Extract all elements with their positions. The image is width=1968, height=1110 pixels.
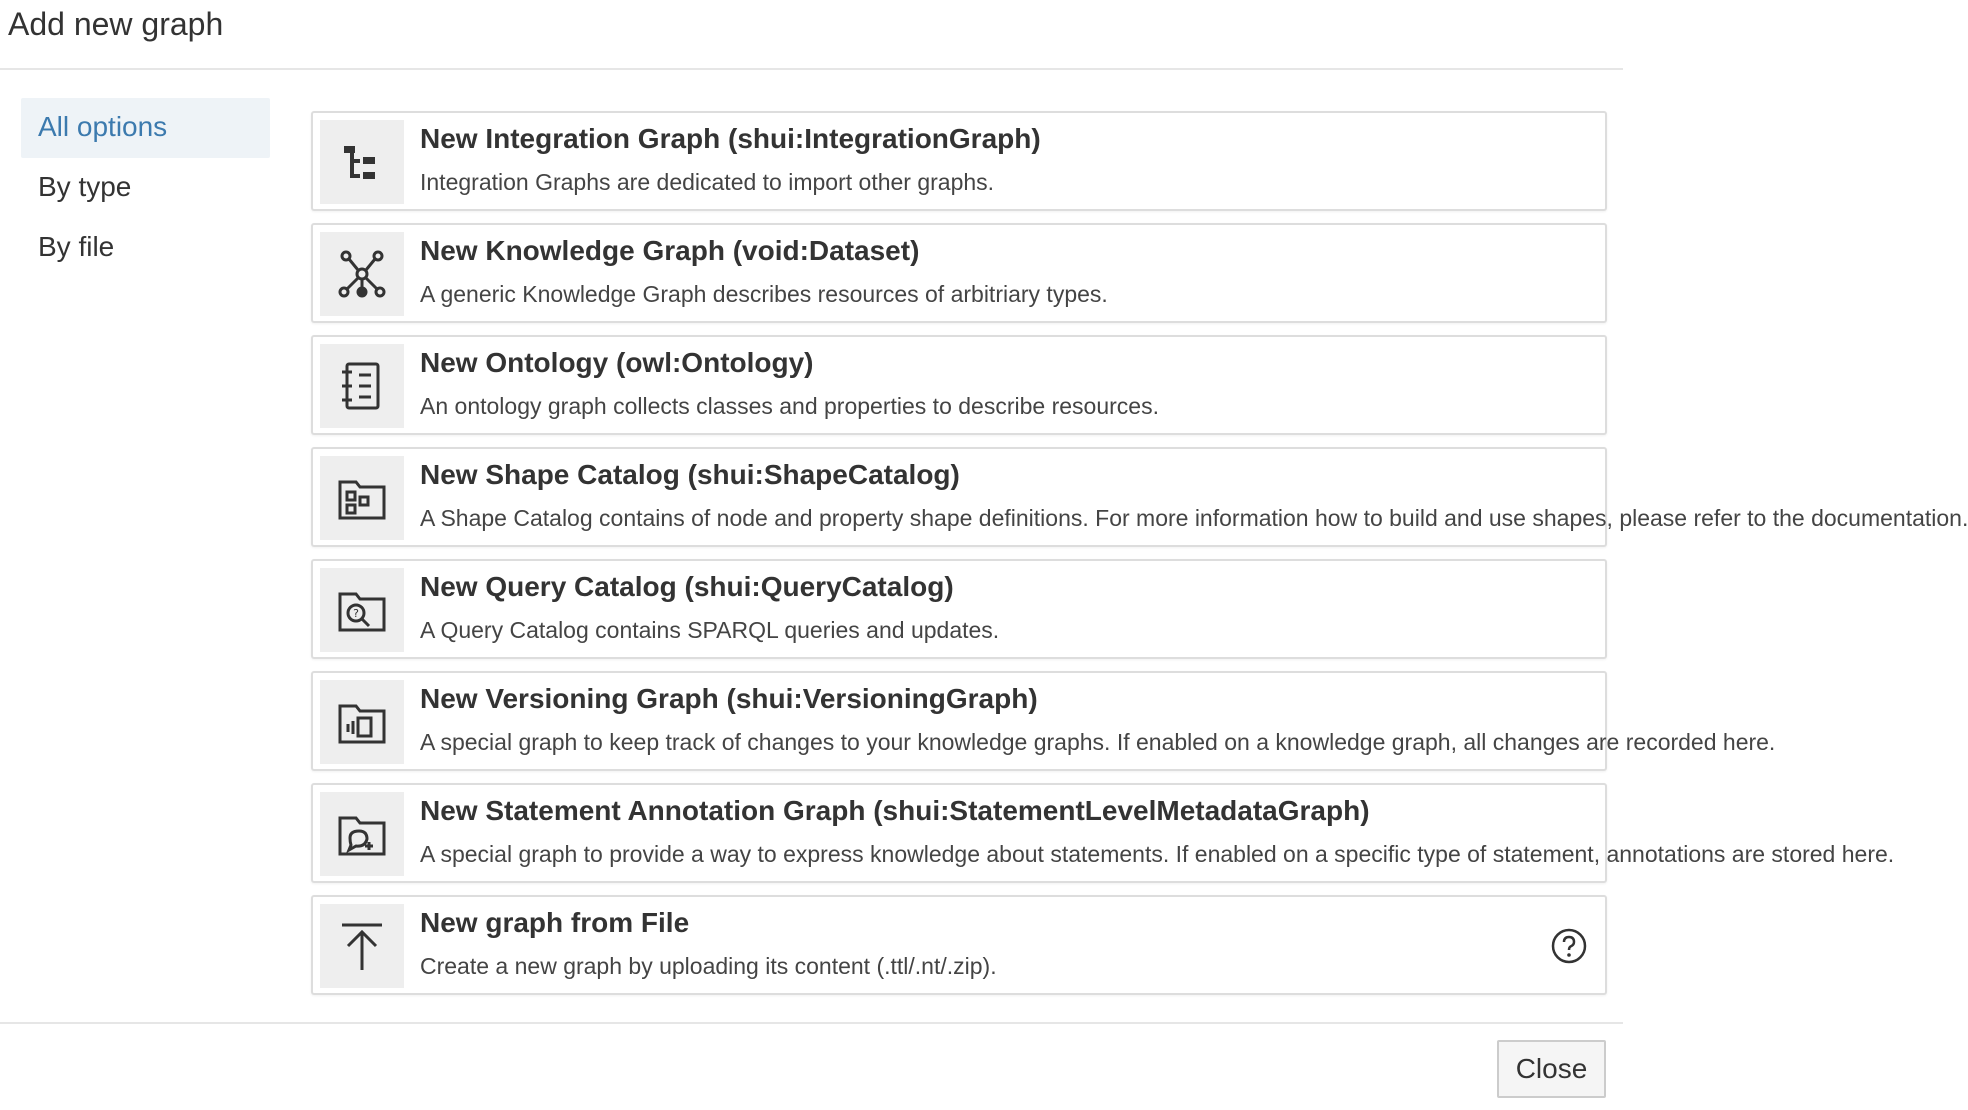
option-knowledge-graph[interactable] bbox=[311, 223, 1607, 323]
option-description: A generic Knowledge Graph describes resources of arbitriary types. bbox=[420, 281, 1108, 307]
help-icon[interactable] bbox=[1551, 928, 1587, 964]
footer-divider bbox=[0, 1022, 1623, 1024]
ontology-icon bbox=[320, 344, 404, 428]
option-description: A special graph to provide a way to express knowledge about statements. If enabled on a specific type of statement, annotations are stored here. bbox=[420, 841, 1895, 867]
upload-icon bbox=[320, 904, 404, 988]
option-versioning-graph[interactable] bbox=[311, 671, 1776, 771]
sidebar bbox=[21, 98, 270, 278]
option-title: New Query Catalog (shui:QueryCatalog) bbox=[420, 571, 954, 602]
shape-catalog-icon bbox=[320, 456, 404, 540]
option-description: A special graph to keep track of changes to your knowledge graphs. If enabled on a knowledge graph, all changes are recorded here. bbox=[420, 729, 1776, 755]
close-button[interactable]: Close bbox=[1497, 1040, 1606, 1098]
query-catalog-icon bbox=[320, 568, 404, 652]
option-query-catalog[interactable] bbox=[311, 559, 1607, 659]
option-description: A Shape Catalog contains of node and property shape definitions. For more information how to build and use shapes, please refer to the documentation. bbox=[420, 505, 1968, 531]
svg-text:?: ? bbox=[353, 607, 359, 620]
option-title: New Ontology (owl:Ontology) bbox=[420, 347, 814, 378]
sidebar-item-by-file[interactable]: By file bbox=[38, 231, 115, 262]
option-description: An ontology graph collects classes and properties to describe resources. bbox=[420, 393, 1159, 419]
option-title: New Shape Catalog (shui:ShapeCatalog) bbox=[420, 459, 960, 490]
knowledge-graph-icon bbox=[320, 232, 404, 316]
option-title: New Integration Graph (shui:IntegrationGraph) bbox=[420, 123, 1041, 154]
option-title: New graph from File bbox=[420, 907, 690, 938]
options-list bbox=[311, 111, 1968, 1007]
option-statement-annotation-graph[interactable] bbox=[311, 783, 1895, 883]
option-graph-from-file[interactable] bbox=[311, 895, 1607, 995]
option-title: New Knowledge Graph (void:Dataset) bbox=[420, 235, 920, 266]
statement-annotation-icon bbox=[320, 792, 404, 876]
option-shape-catalog[interactable] bbox=[311, 447, 1968, 547]
option-ontology[interactable] bbox=[311, 335, 1607, 435]
option-description: A Query Catalog contains SPARQL queries and updates. bbox=[420, 617, 1000, 643]
sidebar-item-all-options[interactable]: All options bbox=[21, 98, 270, 158]
sidebar-item-by-type[interactable]: By type bbox=[38, 171, 132, 202]
option-description: Integration Graphs are dedicated to import other graphs. bbox=[420, 169, 995, 195]
option-title: New Versioning Graph (shui:VersioningGraph) bbox=[420, 683, 1038, 714]
option-description: Create a new graph by uploading its content (.ttl/.nt/.zip). bbox=[420, 953, 997, 979]
header-divider bbox=[0, 68, 1623, 70]
integration-graph-icon bbox=[320, 120, 404, 204]
versioning-graph-icon bbox=[320, 680, 404, 764]
option-title: New Statement Annotation Graph (shui:StatementLevelMetadataGraph) bbox=[420, 795, 1370, 826]
option-integration-graph[interactable] bbox=[311, 111, 1607, 211]
dialog-title: Add new graph bbox=[8, 6, 224, 42]
